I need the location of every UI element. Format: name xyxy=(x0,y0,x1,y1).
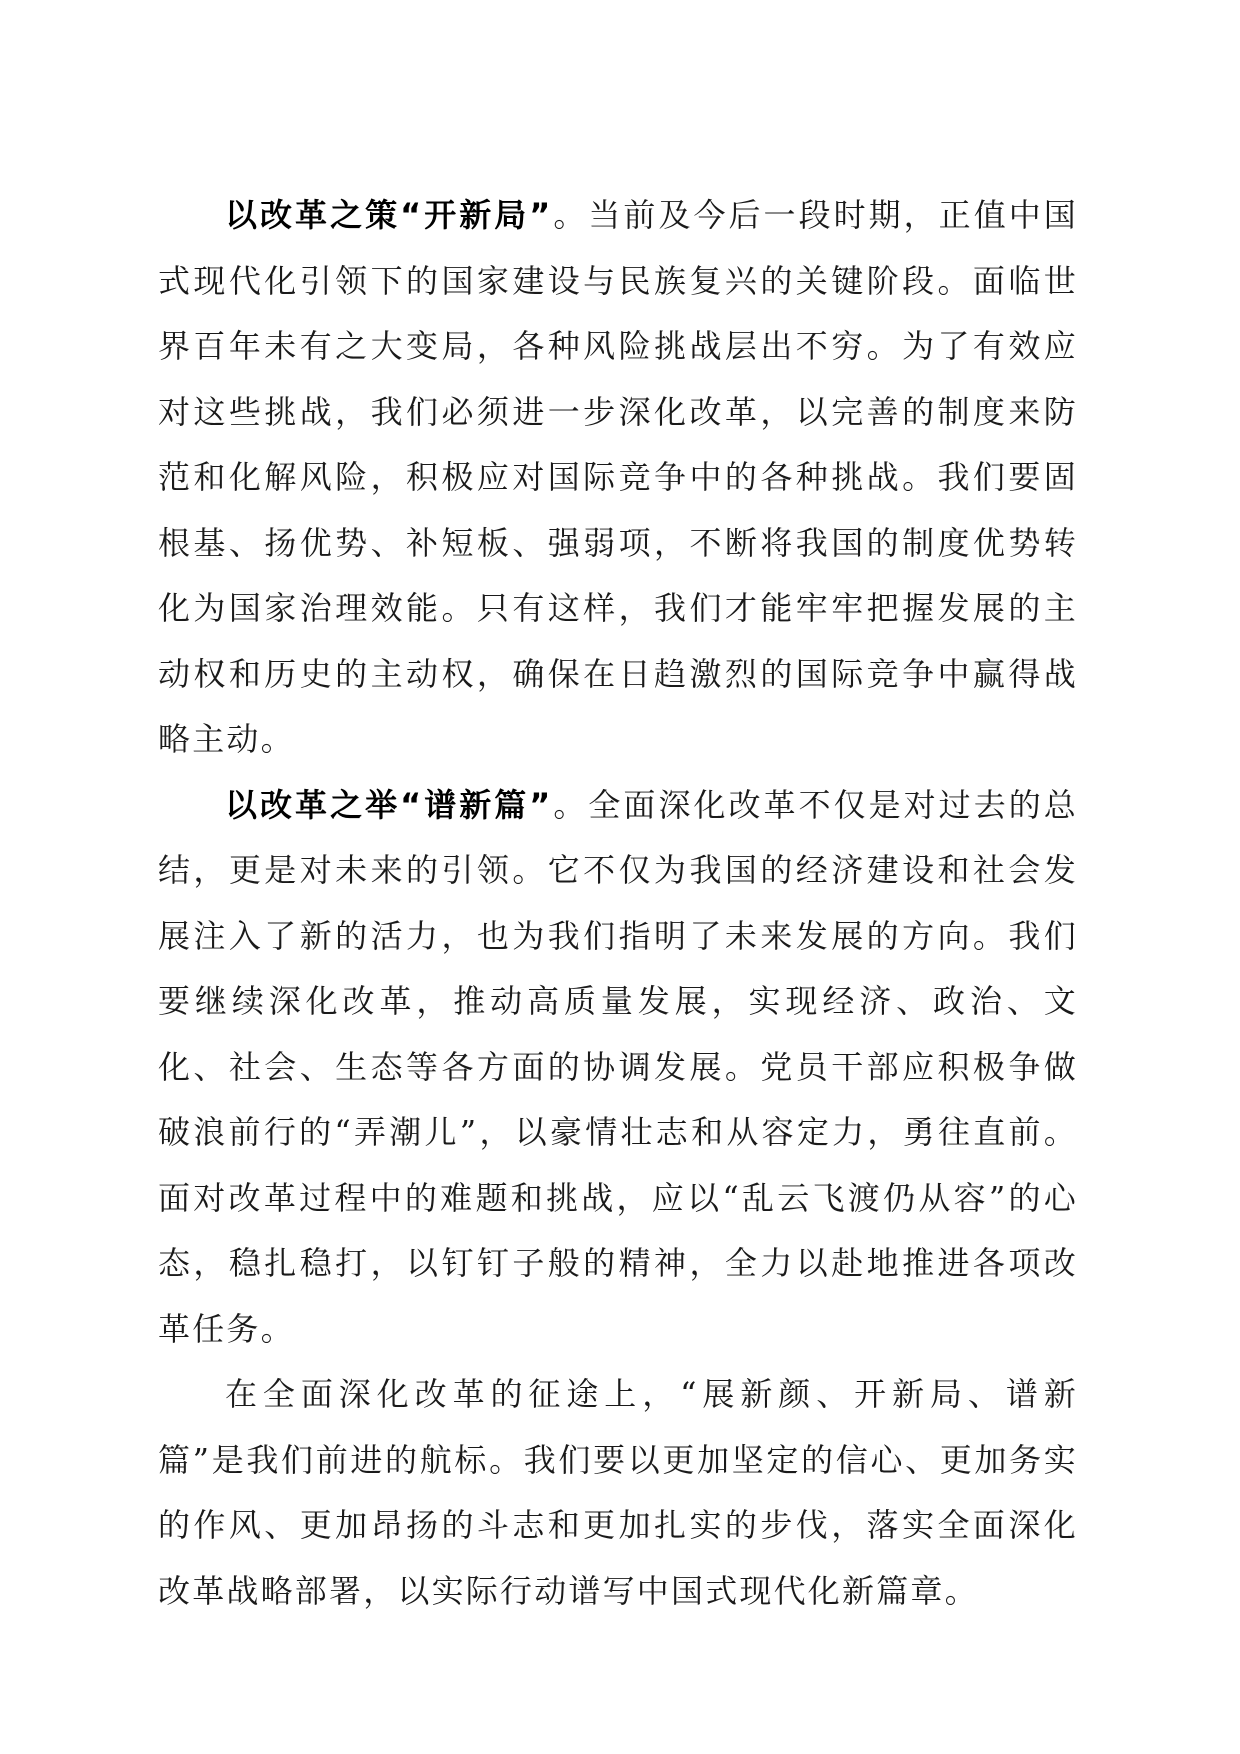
paragraph-heading: 以改革之策“开新局” xyxy=(225,196,553,234)
paragraph-open-new-situation xyxy=(158,183,1078,773)
paragraph-heading: 以改革之举“谱新篇” xyxy=(225,785,553,824)
paragraph-text: 。全面深化改革不仅是对过去的总结，更是对未来的引领。它不仅为我国的经济建设和社会发展注入了新的活力，也为我们指明了未来发展的方向。我们要继续深化改革，推动高质量发展，实现经济、政治、文化、社会、生态等各方面的协调发展。党员干部应积极争做破浪前行的“弄潮儿”，以豪情壮志和从容定力，勇往直前。面对改革过程中的难题和挑战，应以“乱云飞渡仍从容”的心态，稳扎稳打，以钉钉子般的精神，全力以赴地推进各项改革任务。 xyxy=(158,785,1078,1348)
paragraph-text: 。当前及今后一段时期，正值中国式现代化引领下的国家建设与民族复兴的关键阶段。面临世界百年未有之大变局，各种风险挑战层出不穷。为了有效应对这些挑战，我们必须进一步深化改革，以完善的制度来防范和化解风险，积极应对国际竞争中的各种挑战。我们要固根基、扬优势、补短板、强弱项，不断将我国的制度优势转化为国家治理效能。只有这样，我们才能牢牢把握发展的主动权和历史的主动权，确保在日趋激烈的国际竞争中赢得战略主动。 xyxy=(158,196,1078,758)
paragraph-conclusion xyxy=(158,1362,1078,1624)
paragraph-compose-new-chapter xyxy=(158,773,1078,1363)
paragraph-text: 在全面深化改革的征途上，“展新颜、开新局、谱新篇”是我们前进的航标。我们要以更加坚定的信心、更加务实的作风、更加昂扬的斗志和更加扎实的步伐，落实全面深化改革战略部署，以实际行动谱写中国式现代化新篇章。 xyxy=(158,1375,1078,1610)
document-body xyxy=(158,183,1078,1624)
